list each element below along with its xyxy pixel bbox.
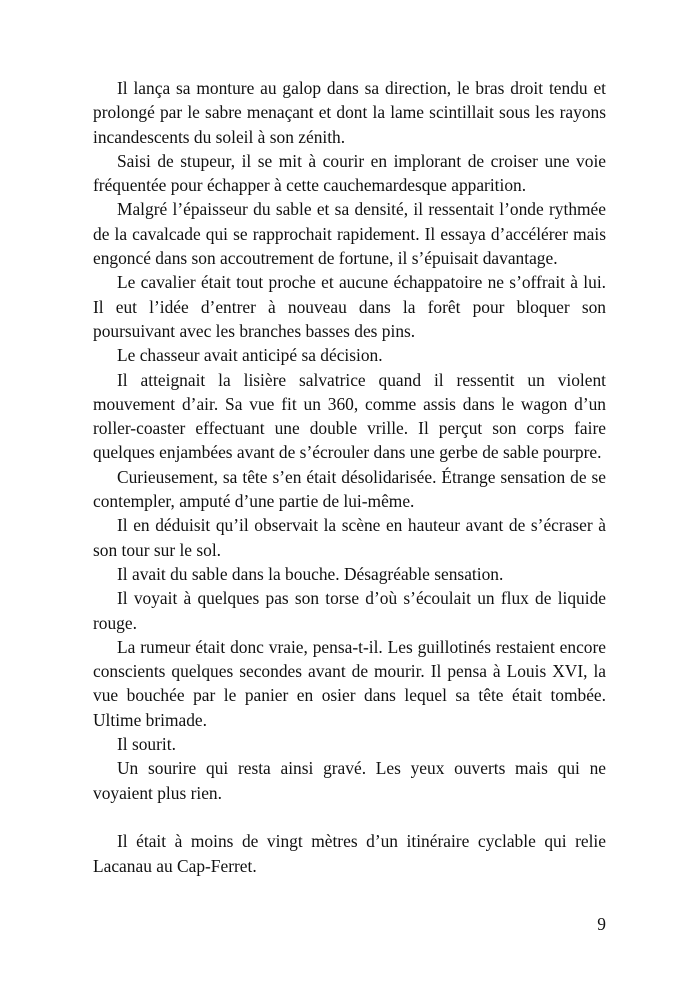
paragraph: Il en déduisit qu’il observait la scène en hauteur avant de s’écraser à son tour sur le sol. (93, 515, 606, 560)
paragraph: Il avait du sable dans la bouche. Désagréable sensation. (117, 563, 504, 584)
paragraph: La rumeur était donc vraie, pensa-t-il. Les guillotinés restaient encore conscients quelques secondes avant de mourir. Il pensa à Louis XVI, la vue bouchée par le panier en osier dans lequel sa tête était tombée. Ultime brimade. (93, 636, 606, 730)
paragraph: Le chasseur avait anticipé sa décision. (117, 345, 383, 366)
paragraph: Saisi de stupeur, il se mit à courir en implorant de croiser une voie fréquentée pour échapper à cette cauchemardesque apparition. (93, 150, 606, 196)
paragraph: Il était à moins de vingt mètres d’un itinéraire cyclable qui relie Lacanau au Cap-Ferret. (93, 831, 606, 876)
paragraph: Il sourit. (117, 734, 176, 755)
paragraph: Curieusement, sa tête s’en était désolidarisée. Étrange sensation de se contempler, amputé d’une partie de lui-même. (93, 466, 606, 512)
paragraph: Il voyait à quelques pas son torse d’où s’écoulait un flux de liquide rouge. (93, 588, 606, 633)
paragraph: Le cavalier était tout proche et aucune échappatoire ne s’offrait à lui. Il eut l’idée d’entrer à nouveau dans la forêt pour bloquer son poursuivant avec les branches basses des pins. (93, 272, 606, 341)
paragraph: Il atteignait la lisière salvatrice quand il ressentit un violent mouvement d’air. Sa vue fit un 360, comme assis dans le wagon d’un roller-coaster effectuant une double vrille. Il perçut son corps faire quelques enjambées avant de s’écrouler dans une gerbe de sable pourpre. (93, 369, 606, 463)
page-body (93, 76, 606, 878)
paragraph: Malgré l’épaisseur du sable et sa densité, il ressentait l’onde rythmée de la cavalcade qui se rapprochait rapidement. Il essaya d’accélérer mais engoncé dans son accoutrement de fortune, il s’épuisait davantage. (93, 199, 606, 269)
paragraph: Un sourire qui resta ainsi gravé. Les yeux ouverts mais qui ne voyaient plus rien. (93, 758, 606, 803)
page-number: 9 (597, 914, 606, 934)
paragraph: Il lança sa monture au galop dans sa direction, le bras droit tendu et prolongé par le sabre menaçant et dont la lame scintillait sous les rayons incandescents du soleil à son zénith. (93, 78, 606, 147)
section-break (93, 805, 606, 829)
